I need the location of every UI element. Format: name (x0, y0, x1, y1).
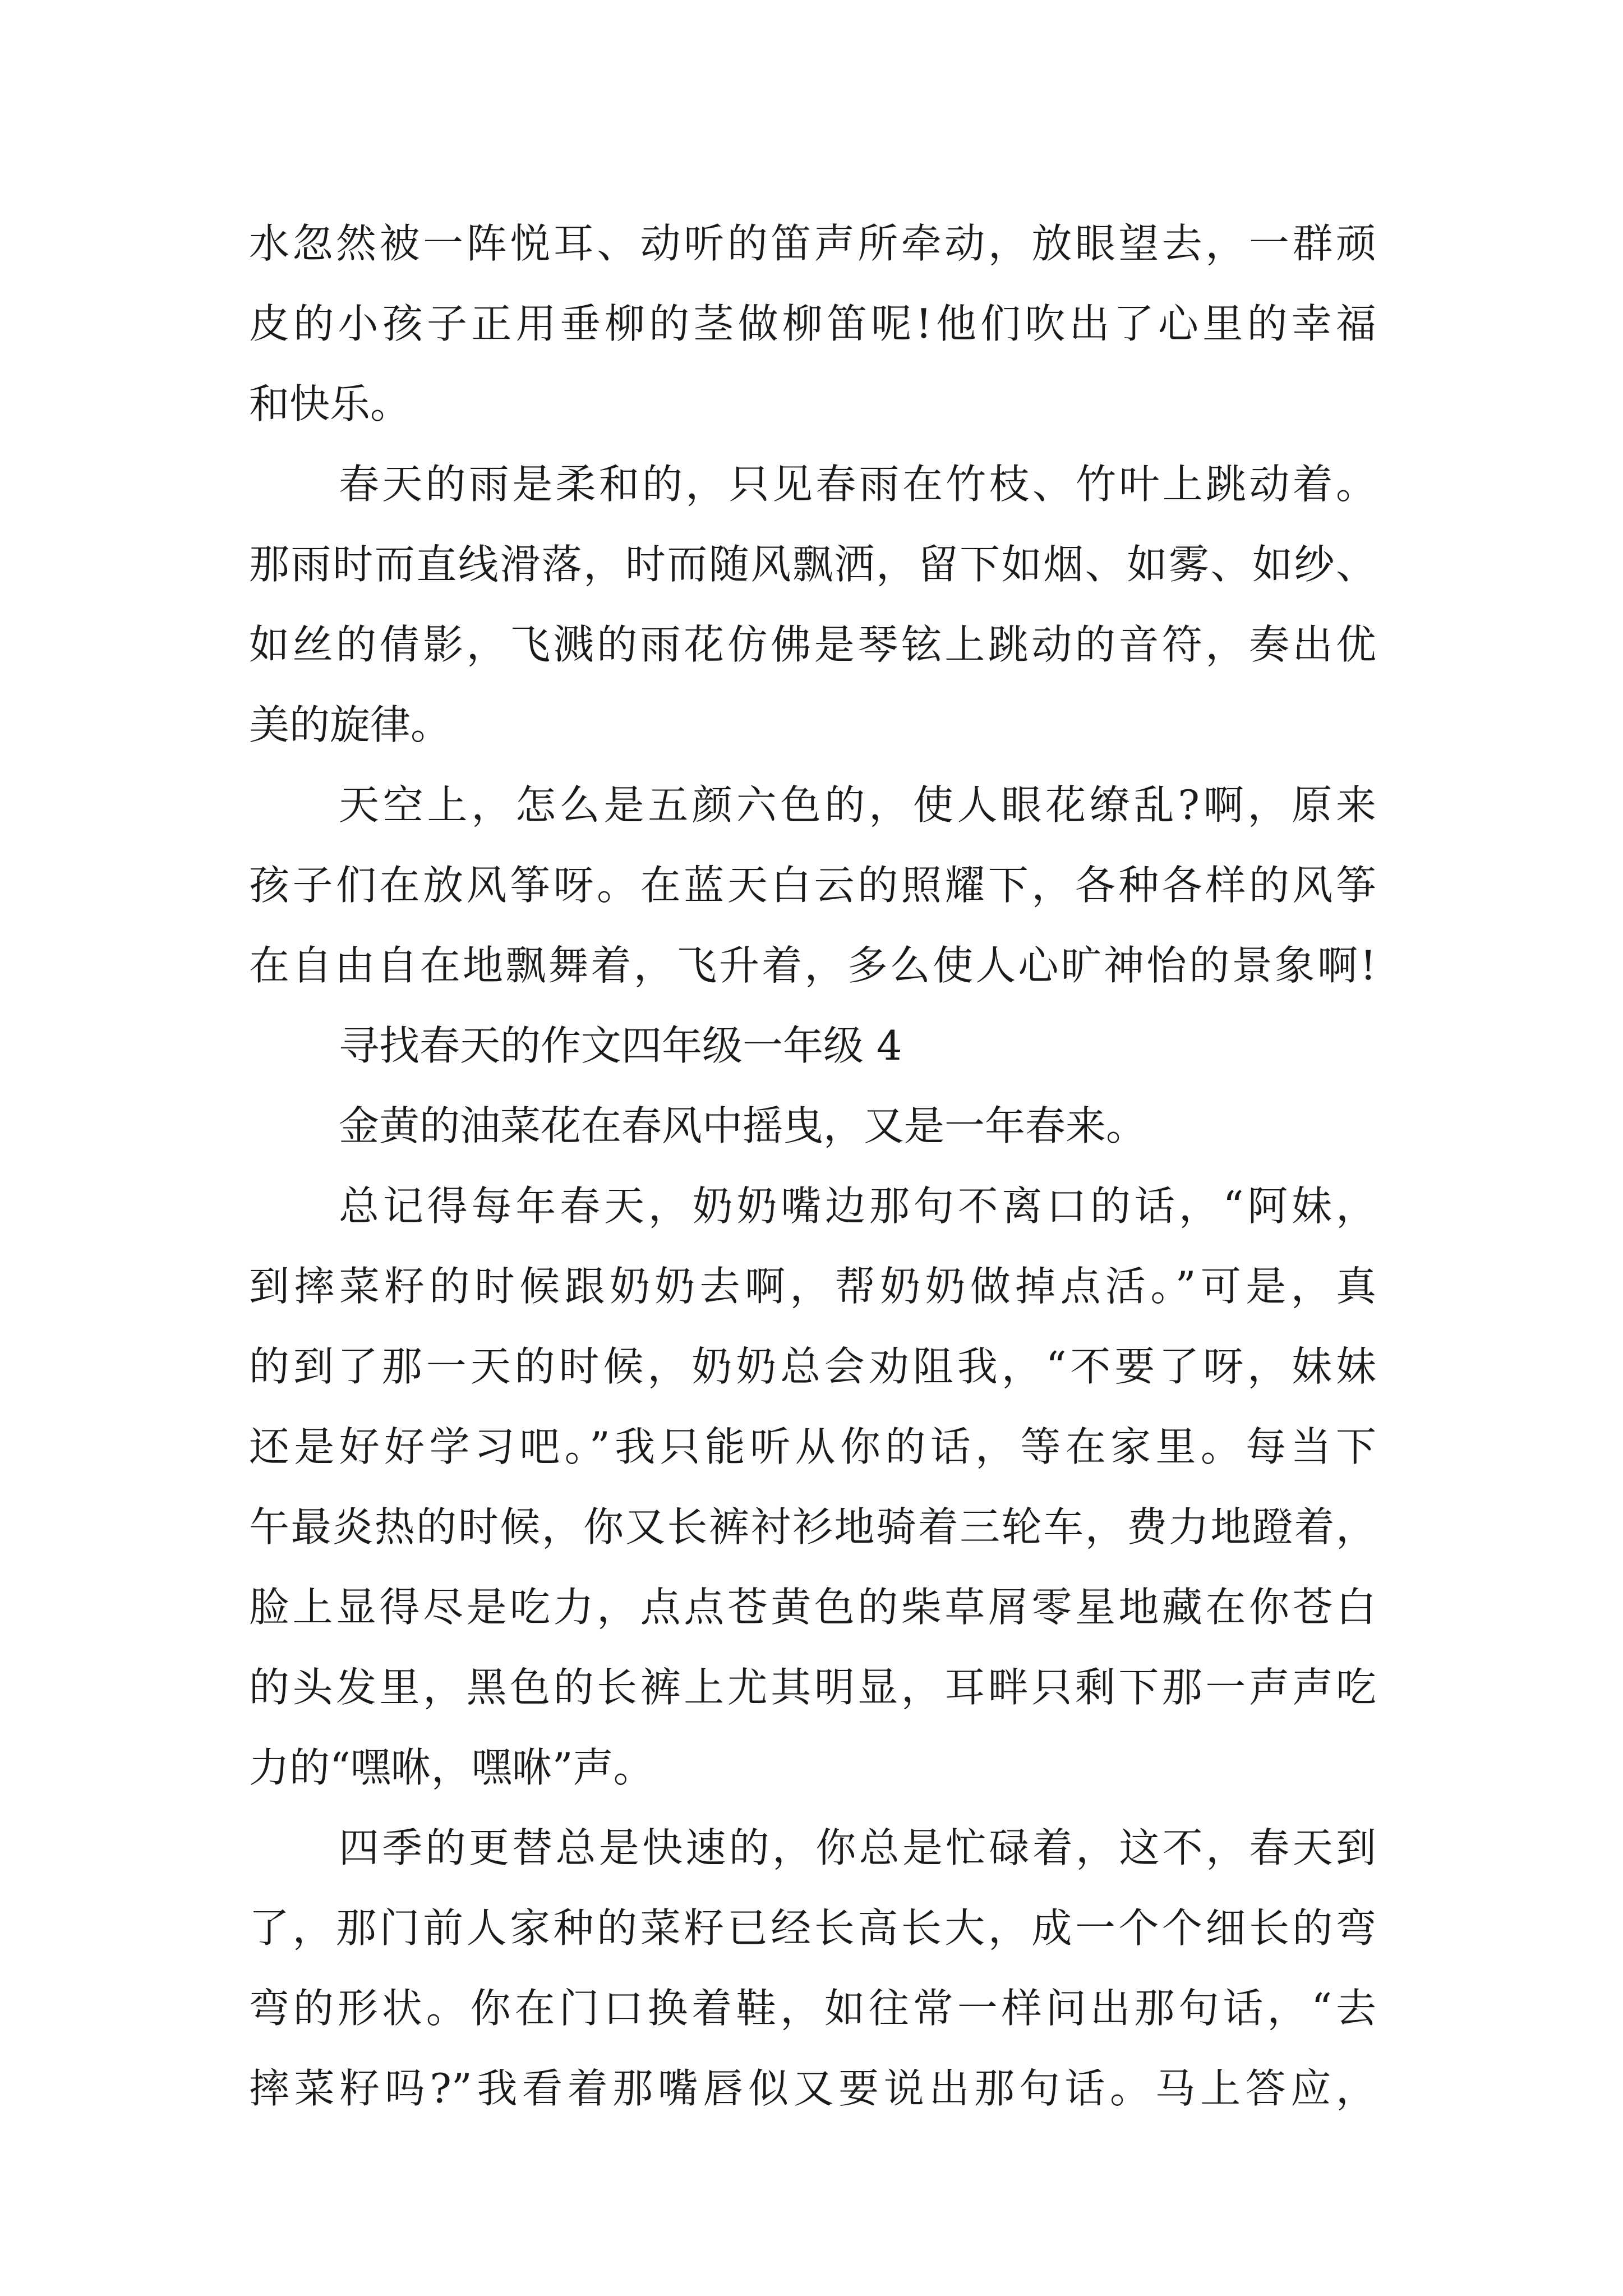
text-line: 孩子们在放风筝呀。在蓝天白云的照耀下，各种各样的风筝 (249, 862, 1376, 909)
paragraph-first-line: 金黄的油菜花在春风中摇曳，又是一年春来。 (339, 1102, 1147, 1149)
text-line: 摔菜籽吗?”我看着那嘴唇似又要说出那句话。马上答应， (249, 2065, 1376, 2112)
text-line: 的到了那一天的时候，奶奶总会劝阻我，“不要了呀，妹妹 (249, 1343, 1376, 1390)
text-line: 力的“嘿咻，嘿咻”声。 (249, 1744, 654, 1791)
text-line: 在自由自在地飘舞着，飞升着，多么使人心旷神怡的景象啊! (249, 942, 1376, 989)
text-line: 弯的形状。你在门口换着鞋，如往常一样问出那句话，“去 (249, 1985, 1376, 2032)
text-line: 午最炎热的时候，你又长裤衬衫地骑着三轮车，费力地蹬着， (249, 1503, 1376, 1550)
text-line: 脸上显得尽是吃力，点点苍黄色的柴草屑零星地藏在你苍白 (249, 1584, 1376, 1631)
section-heading: 寻找春天的作文四年级一年级 4 (339, 1022, 902, 1069)
text-line: 水忽然被一阵悦耳、动听的笛声所牵动，放眼望去，一群顽 (249, 220, 1376, 267)
paragraph-first-line: 天空上，怎么是五颜六色的，使人眼花缭乱?啊，原来 (339, 781, 1376, 829)
text-line: 那雨时而直线滑落，时而随风飘洒，留下如烟、如雾、如纱、 (249, 541, 1376, 588)
paragraph-first-line: 春天的雨是柔和的，只见春雨在竹枝、竹叶上跳动着。 (339, 461, 1376, 508)
text-line: 还是好好学习吧。”我只能听从你的话，等在家里。每当下 (249, 1423, 1376, 1470)
text-line: 了，那门前人家种的菜籽已经长高长大，成一个个细长的弯 (249, 1904, 1376, 1952)
text-line: 到摔菜籽的时候跟奶奶去啊，帮奶奶做掉点活。”可是，真 (249, 1263, 1376, 1310)
text-line: 美的旋律。 (249, 701, 451, 748)
paragraph-first-line: 总记得每年春天，奶奶嘴边那句不离口的话，“阿妹， (339, 1182, 1376, 1230)
text-line: 皮的小孩子正用垂柳的茎做柳笛呢!他们吹出了心里的幸福 (249, 300, 1376, 347)
text-line: 如丝的倩影，飞溅的雨花仿佛是琴铉上跳动的音符，奏出优 (249, 621, 1376, 668)
text-line: 和快乐。 (249, 380, 411, 427)
paragraph-first-line: 四季的更替总是快速的，你总是忙碌着，这不，春天到 (339, 1824, 1376, 1871)
text-line: 的头发里，黑色的长裤上尤其明显，耳畔只剩下那一声声吃 (249, 1664, 1376, 1711)
